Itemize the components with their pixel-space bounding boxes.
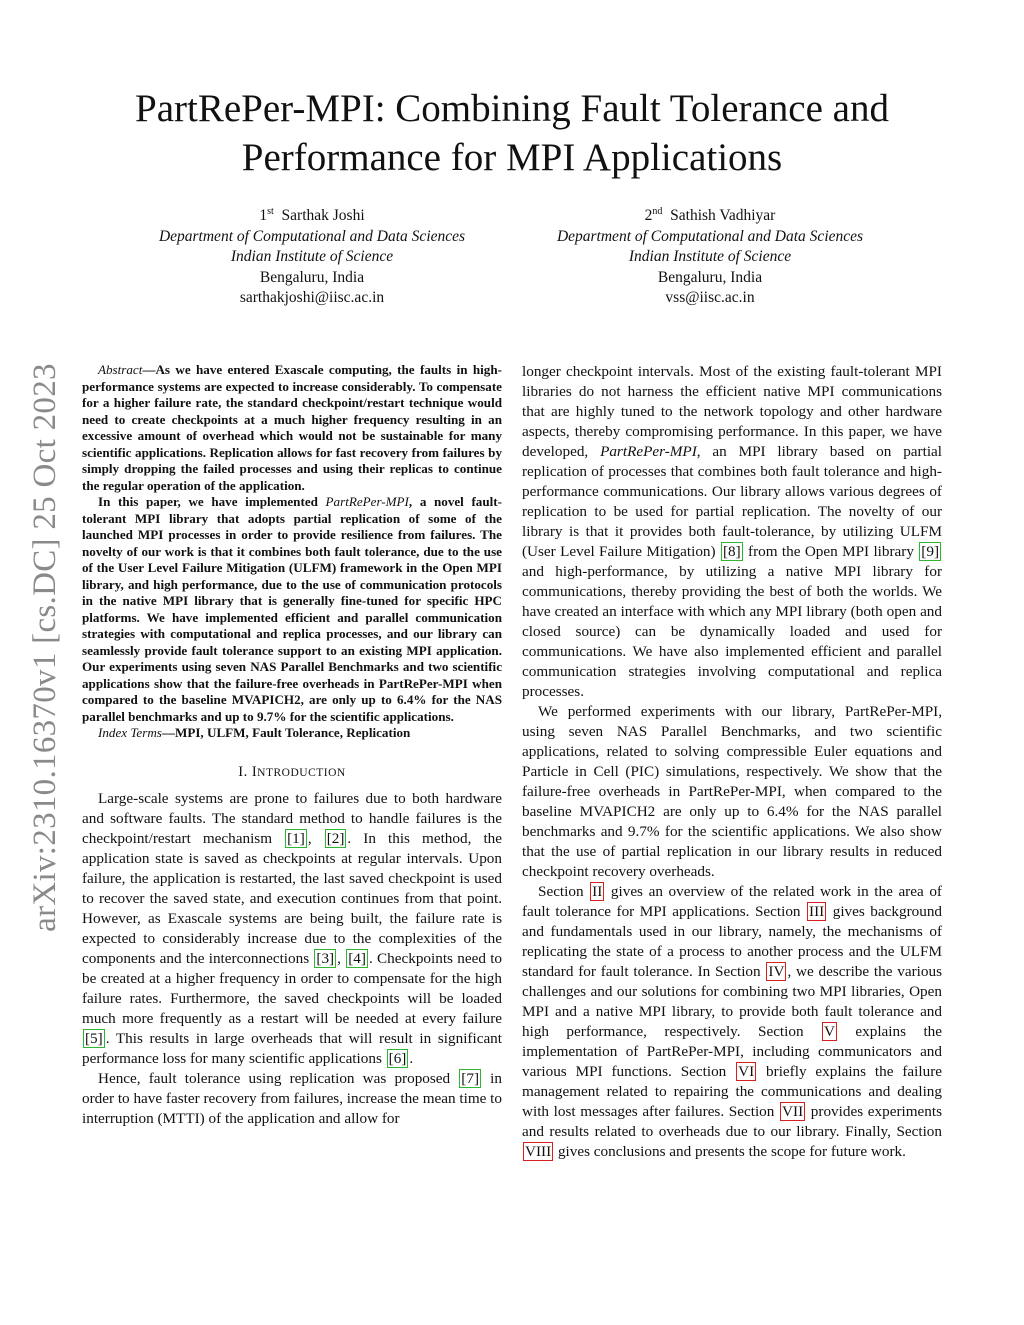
author-city: Bengaluru, India <box>657 268 763 286</box>
intro-paragraph-2-cont <box>522 362 942 702</box>
body-text: explains the implementation of PartRePer-MPI, including communicators and various MPI functions. Section <box>522 1023 943 1080</box>
index-terms <box>82 725 502 742</box>
author-ordinal-suffix: st <box>267 206 274 217</box>
abstract-text: In this paper, we have implemented <box>98 494 326 509</box>
body-text: gives an overview of the related work in the area of fault tolerance for MPI applications. Section <box>522 883 942 920</box>
section-link[interactable]: VIII <box>525 1143 552 1160</box>
paper-title: PartRePer-MPI: Combining Fault Tolerance and Performance for MPI Applications <box>135 87 889 179</box>
section-link[interactable]: VI <box>738 1063 755 1080</box>
author-department: Department of Computational and Data Sciences <box>158 227 466 245</box>
citation-link[interactable]: [5] <box>85 1029 103 1047</box>
citation-link[interactable]: [8] <box>722 543 741 560</box>
body-text: Hence, fault tolerance using replication was proposed <box>98 1069 459 1087</box>
body-text: Large-scale systems are prone to failures due to both hardware and software faults. The standard method to handle failures is the checkpoint/restart mechanism <box>82 789 502 847</box>
body-text: . In this method, the application state is saved as checkpoints at regular intervals. Upon failure, the application is restarted, the last saved checkpoint is used to recover the saved state, and execution continues from that point. However, as Exascale systems are being built, the failure rate is expected to considerably increase due to the complexities of the components and the interconnections <box>82 829 502 967</box>
author-email[interactable]: vss@iisc.ac.in <box>665 289 755 307</box>
body-text: and high-performance, by utilizing a native MPI library for communications, thereby providing the best of both the worlds. We have created an interface with which any MPI library (both open and closed source) can be dynamically loaded and used for communications. We have also implemented efficient and parallel communication strategies involving computational and replica processes. <box>522 563 942 700</box>
body-text: , an MPI library based on partial replication of processes that combines both fault tolerance and high-performance communications. Our library allows various degrees of replication to be used for partial replication. The novelty of our library is that it provides both fault-tolerance, by utilizing ULFM (User Level Failure Mitigation) <box>522 443 942 560</box>
left-column <box>82 362 502 1129</box>
author-ordinal: 1 <box>259 207 268 225</box>
section-link[interactable]: V <box>824 1023 835 1040</box>
author-ordinal: 2 <box>644 207 653 225</box>
citation-link[interactable]: [7] <box>461 1069 480 1087</box>
author-city: Bengaluru, India <box>259 268 365 286</box>
intro-paragraph-4 <box>522 882 942 1162</box>
abstract-text: , a novel fault-tolerant MPI library that adopts partial replication of some of the launched MPI processes in order to provide resilience from failures. The novelty of our work is that it combines both fault tolerance, due to the use of the User Level Failure Mitigation (ULFM) framework in the Open MPI library, and high performance, due to the use of communication protocols in the native MPI library that is generally fine-tuned for specific HPC platforms. We have implemented efficient and parallel communication strategies with computational and replica processes, and our library can seamlessly provide fault tolerance support to an existing MPI application. Our experiments using seven NAS Parallel Benchmarks and two scientific applications show that the failure-free overheads in PartRePer-MPI when compared to the baseline MVAPICH2, are only up to 6.4% for the NAS parallel benchmarks and up to 9.7% for the scientific applications. <box>82 494 502 724</box>
author-institute: Indian Institute of Science <box>230 248 394 266</box>
section-heading-text: NTRODUCTION <box>257 766 346 779</box>
citation-link[interactable]: [6] <box>388 1049 407 1067</box>
author-department: Department of Computational and Data Sciences <box>556 227 864 245</box>
citation-link[interactable]: [1] <box>287 829 305 847</box>
author-institute: Indian Institute of Science <box>628 248 792 266</box>
citation-link[interactable]: [9] <box>921 543 940 560</box>
body-text: provides experiments and results related to overheads due to our library. Finally, Section <box>522 1103 943 1140</box>
citation-link[interactable]: [2] <box>326 829 345 847</box>
author-block-1 <box>122 202 502 309</box>
author-ordinal-suffix: nd <box>652 206 663 217</box>
section-numeral: I. I <box>238 763 258 780</box>
section-heading-introduction <box>82 764 502 781</box>
body-text: Section <box>538 883 590 900</box>
library-name: PartRePer-MPI <box>600 443 697 460</box>
author-block-2 <box>520 202 900 309</box>
author-name: Sathish Vadhiyar <box>670 207 776 225</box>
body-text: in order to have faster recovery from failures, increase the mean time to interruption (MTTI) of the application and allow for <box>82 1069 502 1127</box>
library-name: PartRePer-MPI <box>325 494 409 509</box>
body-text: gives background and fundamentals used in our library, namely, the mechanisms of replicating the state of a process to another process and the ULFM standard for fault tolerance. In Section <box>522 903 943 980</box>
abstract-paragraph-2 <box>82 494 502 725</box>
body-text: . Checkpoints need to be created at a higher frequency in order to compensate for the high failure rates. Furthermore, the saved checkpoints will be loaded much more frequently as a restart will be needed at every failure <box>82 949 503 1027</box>
intro-paragraph-3: We performed experiments with our library, PartRePer-MPI, using seven NAS Parallel Benchmarks, and two scientific applications, related to solving compressible Euler equations and Particle in Cell (PIC) simulations, respectively. We show that the failure-free overheads in PartRePer-MPI, when compared to the baseline MVAPICH2 are only up to 6.4% for the NAS parallel benchmarks and 9.7% for the scientific applications. We also show that the use of partial replication in our library results in reduced checkpoint recovery overheads. <box>522 703 942 880</box>
index-terms-text: —MPI, ULFM, Fault Tolerance, Replication <box>161 725 411 740</box>
body-text: longer checkpoint intervals. Most of the existing fault-tolerant MPI libraries do not harness the efficient native MPI communications that are highly tuned to the network topology and other hardware aspects, thereby compromising performance. In this paper, we have developed, <box>522 363 942 460</box>
citation-link[interactable]: [4] <box>348 949 366 967</box>
citation-link[interactable]: [3] <box>316 949 335 967</box>
body-text: gives conclusions and presents the scope for future work. <box>554 1143 906 1160</box>
body-text: briefly explains the failure management related to repairing the communications and dealing with lost messages after failures. Section <box>522 1063 942 1120</box>
intro-paragraph-1: Large-scale systems are prone to failures due to both hardware and software faults. The standard method to handle failures is the checkpoint/restart mechanism [1] , [2] . In this method, the application state is saved as checkpoints at regular intervals. Upon failure, the application is restarted, the last saved checkpoint is used to recover the saved state, and execution continues from that point. However, as Exascale systems are being built, the failure rate is expected to considerably increase due to the complexities of the components and the interconnections [3] , [4] . Checkpoints need to be created at a higher frequency in order to compensate for the high failure rates. Furthermore, the saved checkpoints will be loaded much more frequently as a restart will be needed at every failure [5] . This results in large overheads that will result in significant performance loss for many scientific applications [6] . <box>82 789 503 1067</box>
abstract-label: Abstract <box>98 362 143 377</box>
arxiv-watermark <box>26 350 64 944</box>
section-link[interactable]: III <box>809 903 825 920</box>
body-text: from the Open MPI library <box>743 543 919 560</box>
right-column <box>522 362 942 1162</box>
section-link[interactable]: IV <box>768 963 785 980</box>
intro-paragraph-2-start <box>82 1069 502 1129</box>
section-link[interactable]: VII <box>782 1103 804 1120</box>
abstract-paragraph-1 <box>82 362 502 494</box>
author-name: Sarthak Joshi <box>281 207 365 225</box>
abstract-text: —As we have entered Exascale computing, the faults in high-performance systems are expected to increase considerably. To compensate for a higher failure rate, the standard checkpoint/restart technique would need to create checkpoints at a much higher frequency resulting in an excessive amount of overhead which would not be sustainable for many scientific applications. Replication allows for fast recovery from failures by simply dropping the failed processes and using their replicas to continue the regular operation of the application. <box>82 362 502 493</box>
section-link[interactable]: II <box>592 883 603 900</box>
index-terms-label: Index Terms <box>98 725 162 740</box>
arxiv-id: arXiv:2310.16370v1 [cs.DC] 25 Oct 2023 <box>26 362 63 932</box>
body-text: , we describe the various challenges and our solutions for combining two MPI libraries, Open MPI and a native MPI library, to provide both fault tolerance and high performance, respectively. Section <box>522 963 942 1040</box>
author-email[interactable]: sarthakjoshi@iisc.ac.in <box>239 289 385 307</box>
body-text: . This results in large overheads that will result in significant performance loss for many scientific applications <box>82 1029 502 1067</box>
